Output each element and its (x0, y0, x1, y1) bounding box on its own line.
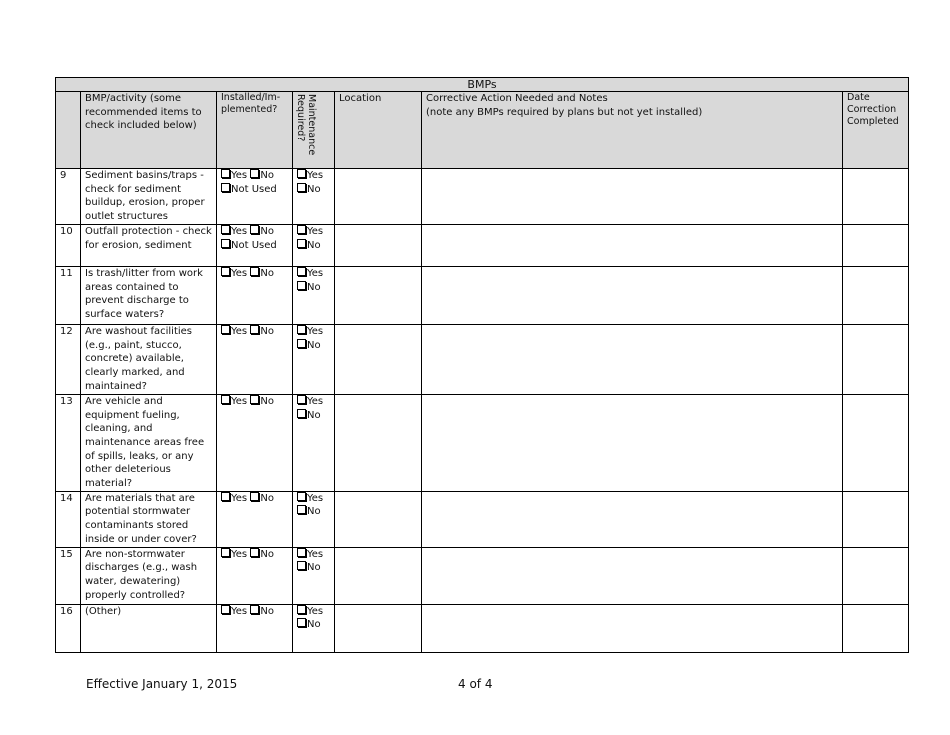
checkbox-icon (297, 605, 306, 614)
no-label: No (260, 325, 274, 337)
table-row (56, 547, 909, 604)
row-number: 12 (56, 324, 81, 394)
yes-checkbox[interactable] (221, 226, 247, 237)
no-checkbox[interactable] (297, 619, 321, 630)
yes-checkbox[interactable] (221, 170, 247, 181)
no-checkbox[interactable] (297, 282, 321, 293)
corrective-action-cell[interactable] (422, 491, 843, 547)
checkbox-icon (297, 548, 306, 557)
yes-label: Yes (231, 267, 248, 279)
checkbox-icon (221, 395, 230, 404)
yes-checkbox[interactable] (221, 326, 247, 337)
table-row (56, 224, 909, 266)
location-cell[interactable] (335, 491, 422, 547)
corrective-action-cell[interactable] (422, 169, 843, 225)
maintenance-options (293, 169, 335, 225)
header-date: Date Correction Completed (843, 92, 909, 169)
yes-label: Yes (307, 325, 324, 337)
maintenance-options (293, 547, 335, 604)
date-completed-cell[interactable] (843, 324, 909, 394)
maintenance-options (293, 604, 335, 652)
header-installed: Installed/Im-plemented? (217, 92, 293, 169)
date-completed-cell[interactable] (843, 547, 909, 604)
location-cell[interactable] (335, 394, 422, 491)
no-label: No (260, 170, 274, 181)
yes-label: Yes (307, 395, 324, 407)
yes-label: Yes (231, 605, 248, 617)
yes-label: Yes (307, 548, 324, 560)
corrective-action-cell[interactable] (422, 266, 843, 324)
no-label: No (307, 506, 321, 518)
checkbox-icon (221, 548, 230, 557)
checkbox-icon (297, 561, 306, 570)
yes-checkbox[interactable] (221, 493, 247, 504)
row-activity: Outfall protection - check for erosion, sediment (81, 224, 217, 266)
no-label: No (307, 339, 321, 351)
installed-options (217, 491, 293, 547)
row-number: 9 (56, 169, 81, 225)
installed-options (217, 324, 293, 394)
no-checkbox[interactable] (297, 410, 321, 421)
checkbox-icon (297, 281, 306, 290)
no-checkbox[interactable] (250, 226, 274, 237)
no-label: No (260, 492, 274, 504)
no-checkbox[interactable] (297, 240, 321, 251)
corrective-action-cell[interactable] (422, 547, 843, 604)
maintenance-options (293, 266, 335, 324)
maintenance-options (293, 394, 335, 491)
checkbox-icon (221, 239, 230, 248)
row-activity: Sediment basins/traps - check for sediment buildup, erosion, proper outlet structures (81, 169, 217, 225)
yes-checkbox[interactable] (297, 396, 323, 407)
yes-label: Yes (231, 225, 248, 237)
date-completed-cell[interactable] (843, 266, 909, 324)
header-maintenance: Maintenance Required? (295, 94, 317, 156)
checkbox-icon (221, 183, 230, 192)
corrective-action-cell[interactable] (422, 604, 843, 652)
no-label: No (307, 409, 321, 421)
row-activity: Are materials that are potential stormwater contaminants stored inside or under cover? (81, 491, 217, 547)
yes-checkbox[interactable] (297, 326, 323, 337)
installed-options (217, 547, 293, 604)
no-label: No (260, 267, 274, 279)
no-checkbox[interactable] (250, 606, 274, 617)
installed-options (217, 266, 293, 324)
no-checkbox[interactable] (297, 506, 321, 517)
checkbox-icon (250, 492, 259, 501)
checkbox-icon (250, 225, 259, 234)
date-completed-cell[interactable] (843, 169, 909, 225)
table-row (56, 169, 909, 225)
location-cell[interactable] (335, 324, 422, 394)
no-checkbox[interactable] (250, 493, 274, 504)
row-number: 14 (56, 491, 81, 547)
no-checkbox[interactable] (250, 326, 274, 337)
yes-label: Yes (307, 267, 324, 279)
checkbox-icon (250, 395, 259, 404)
installed-options (217, 169, 293, 225)
location-cell[interactable] (335, 604, 422, 652)
bmp-table (55, 77, 909, 653)
no-checkbox[interactable] (250, 396, 274, 407)
maintenance-options (293, 491, 335, 547)
row-number: 11 (56, 266, 81, 324)
no-checkbox[interactable] (250, 170, 274, 181)
table-row (56, 604, 909, 652)
checkbox-icon (297, 339, 306, 348)
checkbox-icon (221, 325, 230, 334)
checkbox-icon (221, 492, 230, 501)
not_used-label: Not Used (231, 239, 277, 251)
row-number: 10 (56, 224, 81, 266)
no-checkbox[interactable] (250, 268, 274, 279)
yes-label: Yes (307, 225, 324, 237)
row-activity: (Other) (81, 604, 217, 652)
yes-label: Yes (307, 170, 324, 181)
footer-page-number: 4 of 4 (458, 677, 493, 691)
header-corrective-title: Corrective Action Needed and Notes (426, 93, 608, 104)
date-completed-cell[interactable] (843, 604, 909, 652)
header-corrective (422, 92, 843, 169)
row-activity: Is trash/litter from work areas contained to prevent discharge to surface waters? (81, 266, 217, 324)
yes-label: Yes (231, 492, 248, 504)
checkbox-icon (221, 169, 230, 178)
yes-checkbox[interactable] (297, 226, 323, 237)
yes-checkbox[interactable] (297, 493, 323, 504)
yes-checkbox[interactable] (297, 268, 323, 279)
yes-label: Yes (231, 325, 248, 337)
corrective-action-cell[interactable] (422, 224, 843, 266)
date-completed-cell[interactable] (843, 491, 909, 547)
no-label: No (307, 239, 321, 251)
yes-checkbox[interactable] (221, 549, 247, 560)
row-number: 16 (56, 604, 81, 652)
checkbox-icon (250, 267, 259, 276)
maintenance-options (293, 224, 335, 266)
yes-label: Yes (307, 605, 324, 617)
header-activity: BMP/activity (some recommended items to check included below) (81, 92, 217, 169)
checkbox-icon (297, 267, 306, 276)
location-cell[interactable] (335, 169, 422, 225)
checkbox-icon (297, 492, 306, 501)
no-label: No (260, 548, 274, 560)
no-label: No (260, 395, 274, 407)
header-location: Location (335, 92, 422, 169)
row-activity: Are washout facilities (e.g., paint, stucco, concrete) available, clearly marked, and maintained? (81, 324, 217, 394)
checkbox-icon (297, 183, 306, 192)
corrective-action-cell[interactable] (422, 324, 843, 394)
checkbox-icon (250, 325, 259, 334)
no-label: No (260, 225, 274, 237)
row-number: 15 (56, 547, 81, 604)
maintenance-options (293, 324, 335, 394)
corrective-action-cell[interactable] (422, 394, 843, 491)
no-label: No (307, 562, 321, 574)
no-checkbox[interactable] (297, 184, 321, 195)
table-title: BMPs (56, 78, 909, 92)
checkbox-icon (297, 409, 306, 418)
no-label: No (307, 281, 321, 293)
checkbox-icon (221, 267, 230, 276)
yes-checkbox[interactable] (297, 606, 323, 617)
yes-label: Yes (307, 492, 324, 504)
location-cell[interactable] (335, 547, 422, 604)
table-row (56, 394, 909, 491)
installed-options (217, 224, 293, 266)
yes-checkbox[interactable] (297, 549, 323, 560)
checkbox-icon (297, 395, 306, 404)
checkbox-icon (250, 605, 259, 614)
no-checkbox[interactable] (297, 340, 321, 351)
yes-checkbox[interactable] (297, 170, 323, 181)
footer-effective-date: Effective January 1, 2015 (86, 677, 238, 691)
checkbox-icon (297, 239, 306, 248)
header-number (56, 92, 81, 169)
table-row (56, 266, 909, 324)
date-completed-cell[interactable] (843, 394, 909, 491)
row-number: 13 (56, 394, 81, 491)
checkbox-icon (221, 225, 230, 234)
checkbox-icon (297, 169, 306, 178)
checkbox-icon (297, 325, 306, 334)
no-label: No (260, 605, 274, 617)
checkbox-icon (297, 618, 306, 627)
checkbox-icon (250, 548, 259, 557)
checkbox-icon (297, 505, 306, 514)
no-checkbox[interactable] (297, 562, 321, 573)
no-label: No (307, 183, 321, 195)
checkbox-icon (221, 605, 230, 614)
no-checkbox[interactable] (250, 549, 274, 560)
yes-label: Yes (231, 170, 248, 181)
table-row (56, 491, 909, 547)
yes-checkbox[interactable] (221, 396, 247, 407)
header-corrective-note: (note any BMPs required by plans but not yet installed) (426, 106, 703, 118)
table-row (56, 324, 909, 394)
row-activity: Are non-stormwater discharges (e.g., wash water, dewatering) properly controlled? (81, 547, 217, 604)
installed-options (217, 604, 293, 652)
no-label: No (307, 619, 321, 631)
yes-checkbox[interactable] (221, 606, 247, 617)
yes-label: Yes (231, 548, 248, 560)
not_used-checkbox[interactable] (221, 240, 277, 251)
not_used-checkbox[interactable] (221, 184, 277, 195)
checkbox-icon (250, 169, 259, 178)
not_used-label: Not Used (231, 183, 277, 195)
yes-label: Yes (231, 395, 248, 407)
yes-checkbox[interactable] (221, 268, 247, 279)
installed-options (217, 394, 293, 491)
date-completed-cell[interactable] (843, 224, 909, 266)
location-cell[interactable] (335, 266, 422, 324)
row-activity: Are vehicle and equipment fueling, cleaning, and maintenance areas free of spills, leaks, or any other deleterious material? (81, 394, 217, 491)
location-cell[interactable] (335, 224, 422, 266)
checkbox-icon (297, 225, 306, 234)
